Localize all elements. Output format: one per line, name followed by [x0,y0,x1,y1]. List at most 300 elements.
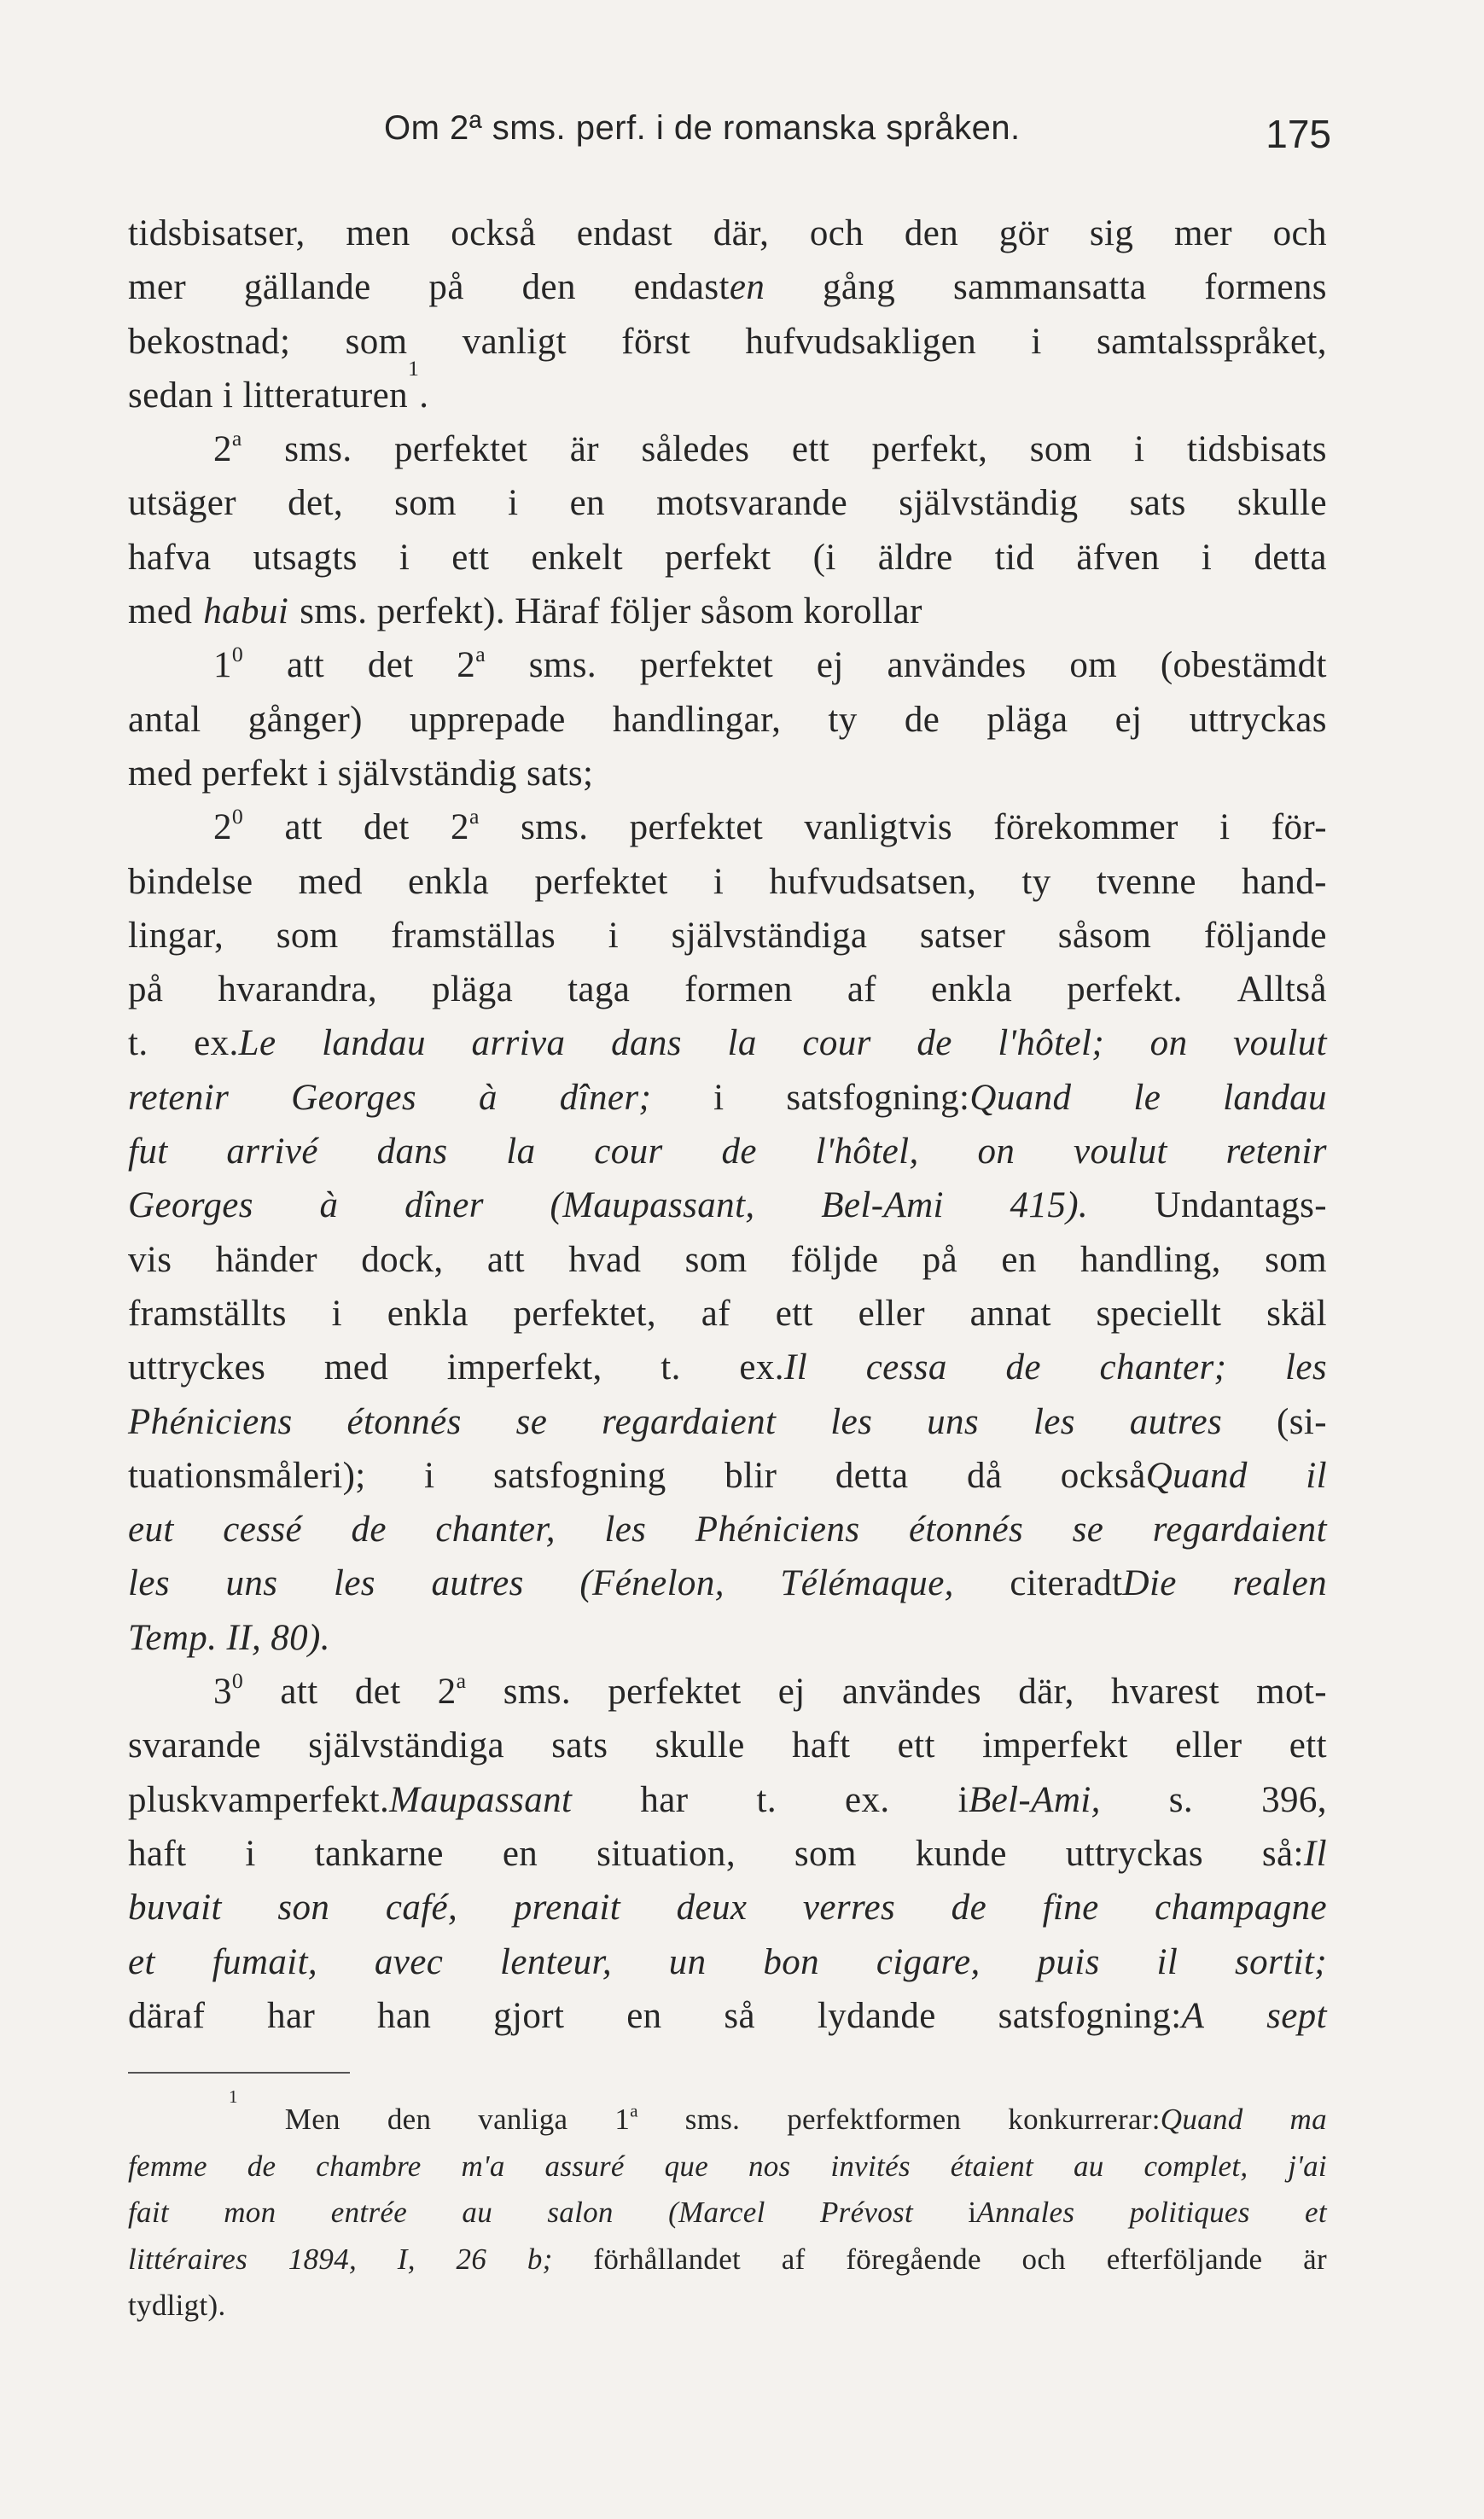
word: à [478,1077,498,1118]
text-segment: habui [203,591,289,632]
word: deux [676,1888,748,1929]
word: ej [777,1672,806,1713]
word: följde [790,1239,879,1280]
word: lingar, [128,915,224,956]
word: avec [374,1941,444,1982]
word: de [1005,1347,1041,1388]
word: hvad [568,1239,642,1280]
word: ty [828,699,858,740]
word: assuré [544,2149,625,2183]
word: eller [1175,1725,1242,1766]
word: handlingar, [612,699,782,740]
text-line [128,963,1327,1016]
word: dîner [404,1185,484,1226]
text-line [128,909,1327,963]
word: mot- [1256,1672,1327,1713]
word: autres [1129,1401,1223,1442]
word: självständiga [308,1725,504,1766]
text-line [128,1827,1327,1881]
text-line [128,1178,1327,1232]
text-line [128,1016,1327,1070]
word: le [1133,1077,1161,1118]
word: utsagts [253,537,358,578]
word: hufvudsatsen, [769,861,977,902]
text-segment: Temp. II, 80). [128,1617,330,1658]
word: af [701,1293,730,1334]
word: i [608,915,620,956]
word: speciellt [1096,1293,1222,1334]
text-line [128,260,1327,314]
word: det [364,807,410,848]
superscript: 0 [231,1667,244,1693]
word: ett [775,1293,813,1334]
word: de [904,699,940,740]
word: svarande [128,1725,262,1766]
word: retenir [128,1077,230,1118]
word: imperfekt, [446,1347,602,1388]
word: perfekt [665,537,771,578]
word: iAnnales [968,2196,1075,2229]
word: som [345,321,408,362]
word: så [724,1995,756,2036]
footnote-line [128,2237,1327,2283]
word: i [399,537,410,578]
word: i [1134,429,1145,470]
word: retenir [1225,1132,1327,1172]
word: skulle [1237,483,1327,524]
word: hafva [128,537,212,578]
word: taga [567,969,631,1010]
word: ex.Il [739,1347,808,1388]
word: dock, [361,1239,444,1280]
word: och [809,213,864,253]
text-segment: tydligt). [128,2289,226,2322]
word: se [515,1401,548,1442]
word: tankarne [314,1833,444,1874]
word: vis [128,1239,172,1280]
word: ma [1289,2103,1327,2136]
word: sammansatta [952,267,1147,308]
word: perfektformen [787,2103,962,2136]
text-line [128,1719,1327,1772]
word: hand- [1242,861,1327,902]
word: mer [128,267,187,308]
word: bon [763,1941,820,1982]
word: uns [225,1563,278,1604]
word: tid [994,537,1035,578]
text-line [128,1233,1327,1287]
text-line [128,1287,1327,1341]
word: satsfogning:A [998,1995,1205,2036]
word: af [847,969,877,1010]
word: sortit; [1234,1941,1327,1982]
text-segment: med [128,591,193,632]
word: äldre [877,537,953,578]
word: Georges [128,1185,253,1226]
word: perfekt. [1067,969,1183,1010]
word: satsfogning:Quand [786,1077,1072,1118]
text-line [128,585,1327,638]
word: complet, [1144,2149,1248,2183]
running-title: Om 2ª sms. perf. i de romanska språken. [384,109,1021,147]
word: äfven [1076,537,1160,578]
word: den [904,213,959,253]
word: som [684,1239,748,1280]
word: s. [1168,1779,1194,1820]
word: cessa [865,1347,947,1388]
word: konkurrerar:Quand [1008,2103,1243,2136]
word: mer [1173,213,1233,253]
word: satser [919,915,1006,956]
word: $3^0$ [213,1667,244,1713]
word: att [284,807,323,848]
word: de [951,1888,987,1929]
word: enkla [931,969,1013,1010]
superscript: a [475,642,486,667]
footnote-divider [128,2072,350,2074]
word: (Marcel [668,2196,765,2229]
word: formens [1204,267,1327,308]
word: Georges [291,1077,417,1118]
word: Men [284,2103,340,2136]
word: (Maupassant, [550,1185,755,1226]
word: en [502,1833,538,1874]
word: ej [816,645,844,686]
text-line [128,1935,1327,1989]
word: sept [1266,1995,1327,2036]
text-line [128,638,1327,692]
word: i [1031,321,1042,362]
word: sig [1089,213,1134,253]
footnote-line [128,2144,1327,2190]
text-line [128,855,1327,909]
word: un [668,1941,707,1982]
word: om [1069,645,1118,686]
superscript: a [630,2100,638,2121]
word: dans [376,1132,448,1172]
word: et [1305,2196,1327,2229]
word: på [128,969,164,1010]
word: vanligtvis [804,807,952,848]
text-line [128,1071,1327,1125]
word: för- [1271,807,1327,848]
text-line [128,693,1327,747]
word: I, [397,2242,416,2276]
word: (si- [1277,1401,1327,1442]
word: kunde [915,1833,1007,1874]
word: ty [1021,861,1051,902]
word: annat [969,1293,1051,1334]
word: se [1072,1510,1104,1550]
word: mon [224,2196,276,2229]
word: handling, [1080,1239,1221,1280]
text-line [128,1556,1327,1610]
word: l'hôtel, [815,1132,919,1172]
word: uttryckes [128,1347,266,1388]
word: på [922,1239,958,1280]
word: les [1285,1347,1327,1388]
word: perfektet [393,429,528,470]
word: 1$^a$ [614,2100,638,2136]
word: 26 [456,2242,487,2276]
word: 415). [1010,1185,1089,1226]
word: förhållandet [593,2242,742,2276]
word: vanliga [478,2103,568,2136]
word: cigare, [876,1941,981,1982]
word: den [387,2103,432,2136]
word: cour [802,1023,871,1064]
word: que [664,2149,709,2183]
word: on [1149,1023,1188,1064]
word: ocksåQuand [1060,1455,1248,1496]
word: sats [551,1725,608,1766]
superscript: 1 [229,2086,238,2107]
word: användes [887,645,1027,686]
word: lenteur, [500,1941,612,1982]
word: Undantags- [1154,1185,1327,1226]
word: uns [927,1401,980,1442]
word: i [508,483,519,524]
word: pluskvamperfekt.Maupassant [128,1779,573,1820]
text-line [128,355,1327,422]
word: 2$^a$ [213,426,242,470]
word: tidsbisats [1186,429,1327,470]
word: 2$^a$ [451,804,480,848]
word: utsäger [128,483,236,524]
text-line [128,1665,1327,1719]
word: att [280,1672,318,1713]
word: 396, [1261,1779,1327,1820]
word: hufvudsakligen [745,321,977,362]
word: med [323,1347,389,1388]
word: (Fénelon, [579,1563,725,1604]
word: chanter, [435,1510,556,1550]
word: de [351,1510,387,1550]
word: realen [1232,1563,1327,1604]
word: självständiga [671,915,868,956]
word: ex. [845,1779,890,1820]
superscript: a [468,804,480,829]
word: gånger) [247,699,363,740]
word: au [1073,2149,1104,2183]
superscript: 0 [231,642,244,667]
footnotes [128,2086,1327,2330]
word: i [331,1293,342,1334]
word: och [1272,213,1327,253]
word: pläga [431,969,514,1010]
word: pläga [986,699,1068,740]
word: bindelse [128,861,253,902]
page-number: 175 [1266,112,1331,156]
word: perfektet [608,1672,742,1713]
word: on [977,1132,1016,1172]
word: tuationsmåleri); [128,1455,366,1496]
word: les [333,1563,375,1604]
word: perfektet [639,645,774,686]
word: motsvarande [656,483,848,524]
superscript: a [456,1667,467,1693]
word: les [1033,1401,1075,1442]
word: sats [1129,483,1186,524]
text-segment: . [419,375,429,416]
text-line [128,1125,1327,1178]
word: således [641,429,750,470]
word: bekostnad; [128,321,291,362]
word: citeradtDie [1010,1563,1177,1604]
word: t. [128,1023,148,1064]
text-line [128,531,1327,585]
word: à [319,1185,339,1226]
word: det [354,1672,401,1713]
text-line [128,315,1327,369]
word: salon [547,2196,614,2229]
word: perfektet [534,861,668,902]
word: sms. [528,645,597,686]
text-line [128,207,1327,260]
text-segment: 1 [407,355,420,381]
word: perfektet, [513,1293,657,1334]
text-line [128,1449,1327,1503]
word: förekommer [993,807,1178,848]
word: Télémaque, [780,1563,954,1604]
word: (i [812,537,836,578]
text-line [128,1341,1327,1394]
word: i [1219,807,1231,848]
word: 1894, [288,2242,358,2276]
text-line [128,1989,1327,2043]
word: gång [823,267,896,308]
word: j'ai [1288,2149,1327,2183]
word: son [277,1888,330,1929]
word: lydande [817,1995,936,2036]
word: voulut [1233,1023,1327,1064]
word: som [394,483,457,524]
word: puis [1037,1941,1100,1982]
word: användes [841,1672,982,1713]
word: arriva [471,1023,566,1064]
text-line [128,1773,1327,1827]
word: det [367,645,414,686]
word: ett [451,537,490,578]
word: invités [830,2149,911,2183]
word: enkla [387,1293,468,1334]
word: en [1001,1239,1037,1280]
word: gjort [493,1995,565,2036]
word: men [346,213,410,253]
word: cour [594,1132,663,1172]
word: uttryckas [1065,1833,1203,1874]
text-line [128,1881,1327,1934]
text-line [128,476,1327,530]
word: iBel-Ami, [957,1779,1101,1820]
word: dîner; [559,1077,652,1118]
word: $2^0$ [213,804,244,848]
word: ett [897,1725,935,1766]
word: Prévost [819,2196,913,2229]
word: efterföljande [1106,2242,1263,2276]
word: självständig [899,483,1079,524]
word: tidsbisatser, [128,213,306,253]
word: haft [128,1833,187,1874]
word: fait [128,2196,169,2229]
word: il [1306,1455,1327,1496]
word: eut [128,1510,174,1550]
text-segment: sms. perfekt). Häraf följer såsom korollar [300,591,922,632]
word: fumait, [212,1941,318,1982]
word: endasten [633,267,765,308]
word: antal [128,699,201,740]
word: uttryckas [1189,699,1327,740]
word: fine [1042,1888,1099,1929]
word: enkelt [531,537,623,578]
word: landau [1223,1077,1327,1118]
word: sms. [684,2103,741,2136]
word: nos [748,2149,791,2183]
word: där, [1018,1672,1074,1713]
word: femme [128,2149,207,2183]
word: som [276,915,339,956]
word: med [298,861,363,902]
text-line [128,800,1327,854]
word: då [966,1455,1003,1496]
word: Bel-Ami [821,1185,944,1226]
word: skäl [1266,1293,1327,1334]
word: regardaient [1152,1510,1327,1550]
text-line [128,1611,1327,1665]
word: Phéniciens [695,1510,860,1550]
word: les [128,1563,170,1604]
word: att [486,1239,526,1280]
word: så:Il [1261,1833,1327,1874]
word: Phéniciens [128,1401,293,1442]
word: följande [1203,915,1327,956]
word: skulle [655,1725,745,1766]
word: som [1029,429,1092,470]
word: sms. [503,1672,571,1713]
word: étaient [950,2149,1034,2183]
word: au [462,2196,492,2229]
word: satsfogning [492,1455,666,1496]
text-line [128,1395,1327,1449]
word: dans [611,1023,682,1064]
word: 2$^a$ [437,1667,467,1713]
word: $1^0$ [213,642,244,686]
word: samtalsspråket, [1097,321,1327,362]
word: tvenne [1096,861,1196,902]
word: där, [713,213,770,253]
word: att [286,645,325,686]
word: 2$^a$ [457,642,486,686]
word: la [727,1023,757,1064]
word: sms. [521,807,589,848]
word: den [521,267,576,308]
word: har [640,1779,689,1820]
word: t. [661,1347,681,1388]
word: framställas [391,915,556,956]
word: en [626,1995,662,2036]
word: och [1021,2242,1066,2276]
word: gör [998,213,1050,253]
word: däraf [128,1995,206,2036]
word: t. [756,1779,777,1820]
word: endast [576,213,673,253]
word: de [247,2149,276,2183]
word: händer [215,1239,318,1280]
word: situation, [597,1833,736,1874]
word: ett [1289,1725,1327,1766]
word: les [604,1510,647,1550]
word: et [128,1941,155,1982]
